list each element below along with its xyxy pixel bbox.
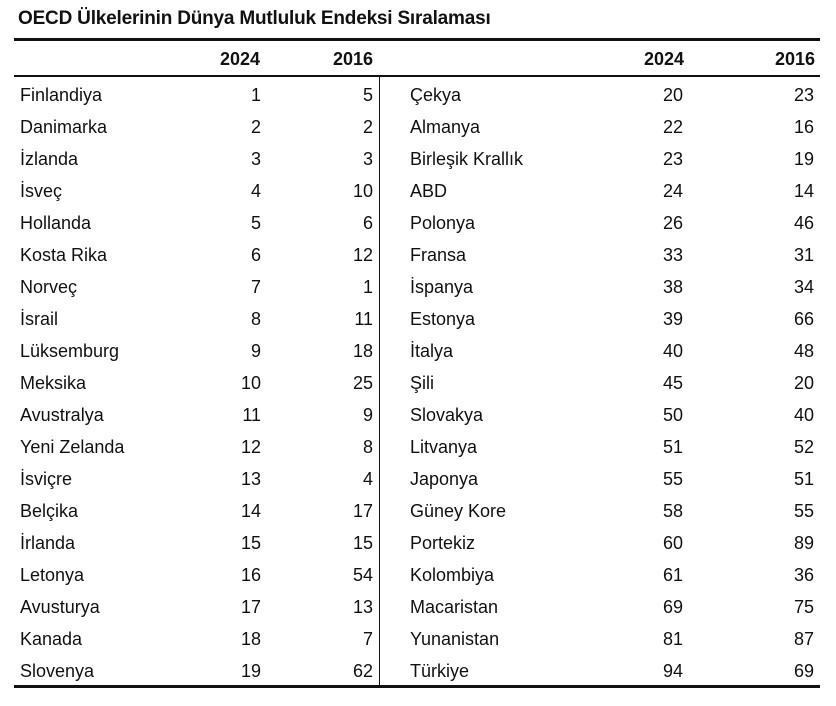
table-row [380,365,820,397]
country-name: İtalya [410,341,454,361]
country-name: Slovenya [20,661,95,681]
table-row [380,237,820,269]
table-body [14,77,820,685]
rank-2016: 20 [793,373,814,393]
table-row [14,493,379,525]
country-name: Macaristan [410,597,499,617]
table-row [380,557,820,589]
rank-2016: 19 [793,149,814,169]
table-row [380,173,820,205]
rank-2024: 81 [662,629,683,649]
rank-2016: 66 [793,309,814,329]
rank-2016: 12 [352,245,373,265]
rank-2024: 55 [662,469,683,489]
rank-2016: 31 [793,245,814,265]
rank-2016: 36 [793,565,814,585]
rank-2024: 94 [662,661,683,681]
rank-2024: 58 [662,501,683,521]
rank-2024: 19 [240,661,261,681]
rank-2024: 11 [242,405,261,425]
table-row [14,301,379,333]
rank-2024: 8 [250,309,261,329]
table-row [14,365,379,397]
rank-2016: 4 [362,469,373,489]
rank-2016: 9 [362,405,373,425]
rank-2024: 3 [250,149,261,169]
rank-2024: 13 [240,469,261,489]
country-name: Fransa [410,245,467,265]
rank-2024: 39 [662,309,683,329]
country-name: Estonya [410,309,476,329]
rank-2016: 51 [793,469,814,489]
table-row [380,621,820,653]
table-row [14,461,379,493]
rank-2016: 15 [352,533,373,553]
country-name: Kanada [20,629,83,649]
rank-2016: 16 [793,117,814,137]
rank-2024: 40 [662,341,683,361]
table-row [14,109,379,141]
table-row [380,301,820,333]
rank-2016: 14 [793,181,814,201]
rank-2024: 7 [250,277,261,297]
header-right-2024: 2024 [643,49,684,69]
rank-2016: 89 [793,533,814,553]
country-name: Hollanda [20,213,92,233]
rank-2024: 22 [662,117,683,137]
country-name: İsveç [20,181,63,201]
country-name: Birleşik Krallık [410,149,524,169]
rank-2016: 1 [362,277,373,297]
rank-2024: 51 [662,437,683,457]
rank-2024: 17 [240,597,261,617]
table-row [14,557,379,589]
country-name: İrlanda [20,533,76,553]
table-row [380,269,820,301]
country-name: Yunanistan [410,629,500,649]
ranking-table [14,38,820,688]
rank-2016: 3 [362,149,373,169]
rank-2024: 5 [250,213,261,233]
country-name: Finlandiya [20,85,103,105]
rank-2016: 54 [352,565,373,585]
country-name: Portekiz [410,533,476,553]
table-left-half [14,77,379,685]
rank-2024: 10 [240,373,261,393]
country-name: Güney Kore [410,501,507,521]
country-name: Kolombiya [410,565,495,585]
table-row [14,237,379,269]
rank-2016: 11 [354,309,373,329]
rank-2016: 23 [793,85,814,105]
rank-2016: 17 [352,501,373,521]
country-name: İspanya [410,277,474,297]
rank-2024: 1 [250,85,261,105]
table-right-half [380,77,820,685]
table-row [380,397,820,429]
rank-2016: 2 [362,117,373,137]
country-name: Litvanya [410,437,478,457]
country-name: Çekya [410,85,462,105]
country-name: Türkiye [410,661,470,681]
country-name: Yeni Zelanda [20,437,125,457]
country-name: Danimarka [20,117,108,137]
page-title: OECD Ülkelerinin Dünya Mutluluk Endeksi Sıralaması [18,8,491,29]
rank-2024: 9 [250,341,261,361]
country-name: İsviçre [20,469,73,489]
country-name: Almanya [410,117,481,137]
country-name: Lüksemburg [20,341,120,361]
table-row [380,429,820,461]
country-name: İsrail [20,309,59,329]
rank-2024: 4 [250,181,261,201]
table-row [380,493,820,525]
table-header [14,41,820,77]
country-name: İzlanda [20,149,79,169]
rank-2016: 62 [352,661,373,681]
table-row [380,461,820,493]
rank-2016: 52 [793,437,814,457]
rank-2016: 75 [793,597,814,617]
rank-2016: 25 [352,373,373,393]
rank-2024: 18 [240,629,261,649]
country-name: Avusturya [20,597,100,617]
table-row [380,589,820,621]
table-row [14,429,379,461]
rank-2016: 6 [362,213,373,233]
table-row [14,333,379,365]
rank-2024: 16 [240,565,261,585]
table-row [14,397,379,429]
rank-2016: 40 [793,405,814,425]
rank-2016: 8 [362,437,373,457]
table-row [14,525,379,557]
rank-2024: 60 [662,533,683,553]
table-row [14,269,379,301]
table-row [14,77,379,109]
country-name: Şili [410,373,435,393]
country-name: Polonya [410,213,476,233]
table-row [14,621,379,653]
rank-2024: 15 [240,533,261,553]
table-row [380,109,820,141]
table-row [14,205,379,237]
rank-2024: 12 [240,437,261,457]
rank-2024: 24 [662,181,683,201]
rank-2016: 69 [793,661,814,681]
rank-2024: 61 [662,565,683,585]
rank-2016: 48 [793,341,814,361]
rank-2024: 6 [250,245,261,265]
rank-2016: 46 [793,213,814,233]
table-row [380,653,820,685]
header-left-2024: 2024 [219,49,260,69]
rank-2016: 5 [362,85,373,105]
country-name: Norveç [20,277,78,297]
country-name: ABD [410,181,448,201]
rank-2024: 14 [240,501,261,521]
rank-2024: 38 [662,277,683,297]
table-row [14,141,379,173]
rank-2024: 26 [662,213,683,233]
country-name: Meksika [20,373,87,393]
rank-2016: 18 [352,341,373,361]
country-name: Avustralya [20,405,104,425]
table-row [380,141,820,173]
rank-2024: 20 [662,85,683,105]
rank-2016: 10 [352,181,373,201]
country-name: Belçika [20,501,79,521]
rank-2024: 45 [662,373,683,393]
header-right-2016: 2016 [774,49,815,69]
country-name: Slovakya [410,405,484,425]
rank-2024: 33 [662,245,683,265]
table-row [380,205,820,237]
country-name: Japonya [410,469,479,489]
rank-2016: 13 [352,597,373,617]
rank-2024: 50 [662,405,683,425]
table-row [14,173,379,205]
rank-2016: 7 [362,629,373,649]
header-left-2016: 2016 [332,49,373,69]
rank-2016: 34 [793,277,814,297]
country-name: Letonya [20,565,85,585]
rank-2016: 87 [793,629,814,649]
country-name: Kosta Rika [20,245,108,265]
rank-2024: 23 [662,149,683,169]
table-row [380,525,820,557]
table-row [380,77,820,109]
table-row [380,333,820,365]
table-row [14,589,379,621]
table-row [14,653,379,685]
table-bottom-rule [14,685,820,688]
rank-2024: 69 [662,597,683,617]
rank-2016: 55 [793,501,814,521]
rank-2024: 2 [250,117,261,137]
